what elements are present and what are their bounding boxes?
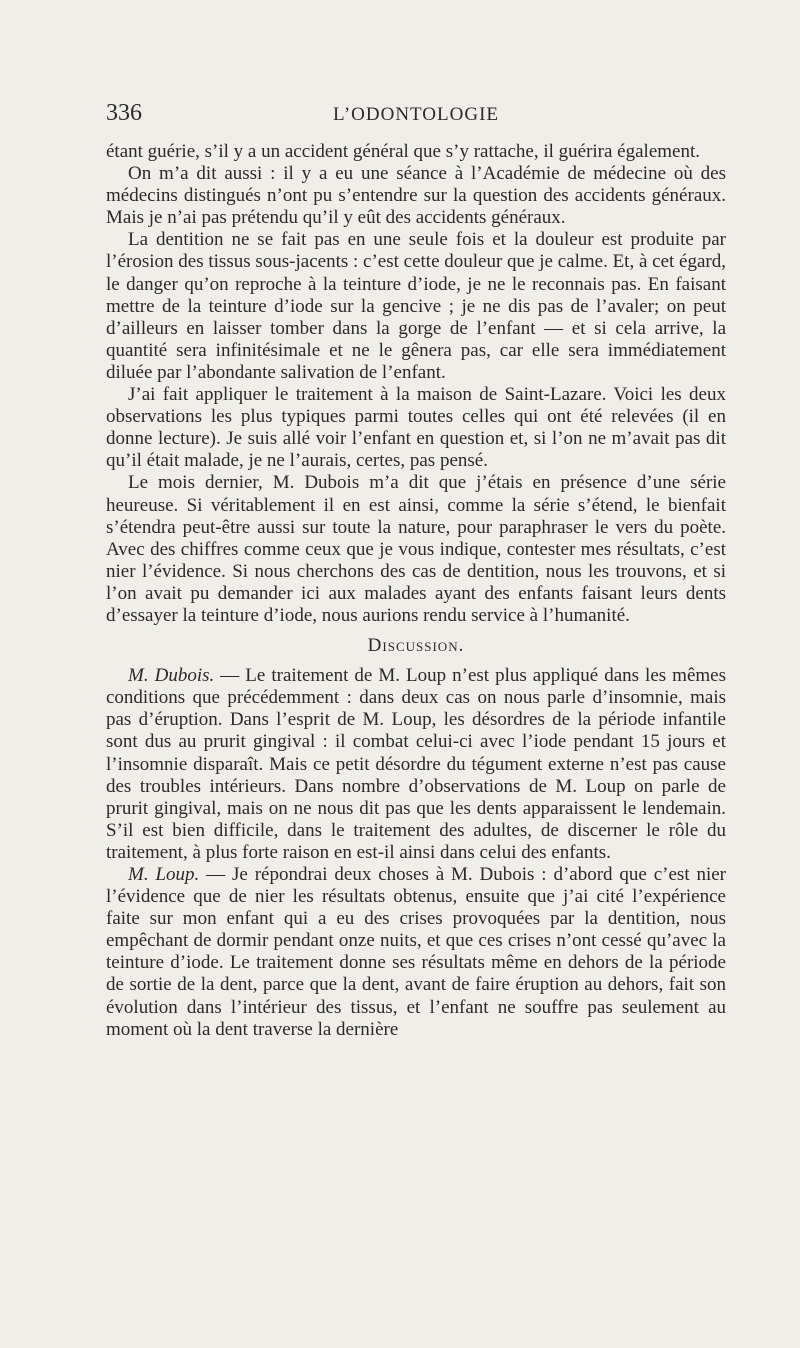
- discussion-paragraph: [106, 864, 726, 1041]
- paragraph: On m’a dit aussi : il y a eu une séance à l’Académie de médecine où des médecins distingués n’ont pu s’entendre sur la question des accidents généraux. Mais je n’ai pas prétendu qu’il y eût des accidents généraux.: [106, 163, 726, 229]
- page-header: [106, 100, 726, 136]
- paragraph: Le mois dernier, M. Dubois m’a dit que j’étais en présence d’une série heureuse. Si véritablement il en est ainsi, comme la série s’étend, le bienfait s’étendra peut-être aussi sur toute la nature, pour paraphraser le vers du poète. Avec des chiffres comme ceux que je vous indique, contester mes résultats, c’est nier l’évidence. Si nous cherchons des cas de dentition, nous les trouvons, et si l’on avait pu demander ici aux malades ayant des enfants faisant leurs dents d’essayer la teinture d’iode, nous aurions rendu service à l’humanité.: [106, 472, 726, 626]
- paragraph: étant guérie, s’il y a un accident général que s’y rattache, il guérira également.: [106, 141, 701, 162]
- page-number: 336: [106, 100, 142, 126]
- paragraph: La dentition ne se fait pas en une seule fois et la douleur est produite par l’érosion des tissus sous-jacents : c’est cette douleur que je calme. Et, à cet égard, le danger qu’on reproche à la teinture d’iode, je ne le reconnais pas. En faisant mettre de la teinture d’iode sur la gencive ; je ne dis pas de l’avaler; on peut d’ailleurs en laisser tomber dans la gorge de l’enfant — et si cela arrive, la quantité sera infinitésimale et ne le gênera pas, car elle sera immédiatement diluée par l’abondante salivation de l’enfant.: [106, 229, 726, 383]
- speaker-name: M. Loup.: [128, 864, 200, 885]
- paragraph: J’ai fait appliquer le traitement à la maison de Saint-Lazare. Voici les deux observations les plus typiques parmi toutes celles qui ont été relevées (il en donne lecture). Je suis allé voir l’enfant en question et, si l’on ne m’avait pas dit qu’il était malade, je ne l’aurais, certes, pas pensé.: [106, 384, 726, 472]
- running-title: L’ODONTOLOGIE: [332, 104, 500, 125]
- speaker-name: M. Dubois.: [128, 665, 215, 687]
- discussion-text: — Le traitement de M. Loup n’est plus appliqué dans les mêmes conditions que précédemment : dans deux cas on nous parle d’insomnie, mais pas d’éruption. Dans l’esprit de M. Loup, les désordres de la période infantile sont dus au prurit gingival : il combat celui-ci avec l’iode pendant 15 jours et l’insomnie disparaît. Mais ce petit désordre du tégument externe n’est pas cause des troubles intérieurs. Dans nombre d’observations de M. Loup on parle de prurit gingival, mais on ne nous dit pas que les dents apparaissent le lendemain. S’il est bien difficile, dans le traitement des adultes, de discerner le rôle du traitement, à plus forte raison en est-il ainsi dans celui des enfants.: [106, 665, 726, 863]
- discussion-text: — Je répondrai deux choses à M. Dubois : d’abord que c’est nier l’évidence que de nier les résultats obtenus, ensuite que j’ai cité l’expérience faite sur mon enfant qui a eu des crises provoquées par la dentition, nous empêchant de dormir pendant onze nuits, et que ces crises n’ont cessé qu’avec la teinture d’iode. Le traitement donne ses résultats même en dehors de la période de sortie de la dent, parce que la dent, avant de faire éruption au dehors, fait son évolution dans l’intérieur des tissus, et l’enfant ne souffre pas seulement au moment où la dent traverse la dernière: [106, 864, 727, 1040]
- discussion-paragraph: [106, 665, 726, 864]
- section-heading: Discussion.: [367, 635, 465, 657]
- body-text: [106, 141, 726, 1041]
